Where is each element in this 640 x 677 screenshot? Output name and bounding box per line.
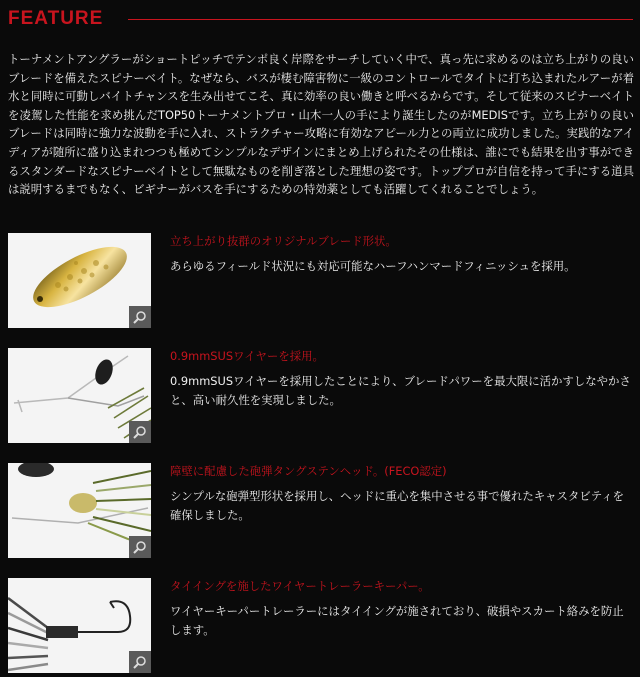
feature-item-wire (8, 348, 634, 443)
feature-description: ワイヤーキーパートレーラーにはタイイングが施されており、破損やスカート絡みを防止します。 (170, 604, 624, 637)
feature-title: 障壁に配慮した砲弾タングステンヘッド。(FECO認定) (170, 464, 447, 478)
section-title: FEATURE (8, 8, 104, 29)
blade-image[interactable] (8, 233, 151, 328)
feature-item-keeper (8, 578, 634, 673)
zoom-button[interactable] (129, 536, 151, 558)
magnifier-icon (133, 310, 147, 324)
feature-header (0, 0, 640, 38)
head-image[interactable] (8, 463, 151, 558)
zoom-button[interactable] (129, 306, 151, 328)
intro-paragraph: トーナメントアングラーがショートピッチでテンポ良く岸際をサーチしていく中で、真っ先に求めるのは立ち上がりの良いブレードを備えたスピナーベイト。なぜなら、バスが棲む障害物に一級のコントロールでタイトに打ち込まれたルアーが着水と同時に可動しバイトチャンスを生み出せてこそ、真に効率の良い働きと呼べるからです。そして従来のスピナーベイトを凌駕した性能を求め挑んだTOP50トーナメントプロ・山木一人の手により誕生したのがMEDISです。立ち上がりの良いブレードは同時に強力な波動を手に入れ、ストラクチャー攻略に有効なアピール力との両立に成功しました。実践的なアイディアが随所に盛り込まれつつも極めてシンプルなデザインにまとめ上げられたその仕様は、誰にでも結果を出す事ができるスタンダードなスピナーベイトとして無駄なものを削ぎ落とした理想の姿です。トッププロが自信を持って手にする道具は説明するまでもなく、ビギナーがバスを手にするための特効薬としても活躍してくれることでしょう。 (8, 52, 634, 197)
keeper-image[interactable] (8, 578, 151, 673)
feature-title: 0.9mmSUSワイヤーを採用。 (170, 349, 324, 363)
header-divider (128, 19, 633, 20)
feature-description: 0.9mmSUSワイヤーを採用したことにより、ブレードパワーを最大限に活かすしなやかさと、高い耐久性を実現しました。 (170, 374, 631, 407)
wire-image[interactable] (8, 348, 151, 443)
feature-title: 立ち上がり抜群のオリジナルブレード形状。 (170, 234, 397, 248)
magnifier-icon (133, 540, 147, 554)
magnifier-icon (133, 425, 147, 439)
feature-item-blade (8, 233, 634, 328)
zoom-button[interactable] (129, 421, 151, 443)
zoom-button[interactable] (129, 651, 151, 673)
feature-description: シンプルな砲弾型形状を採用し、ヘッドに重心を集中させる事で優れたキャスタビティを確保しました。 (170, 489, 624, 522)
feature-item-head (8, 463, 634, 558)
feature-description: あらゆるフィールド状況にも対応可能なハーフハンマードフィニッシュを採用。 (170, 259, 576, 273)
magnifier-icon (133, 655, 147, 669)
feature-title: タイイングを施したワイヤートレーラーキーパー。 (170, 579, 430, 593)
